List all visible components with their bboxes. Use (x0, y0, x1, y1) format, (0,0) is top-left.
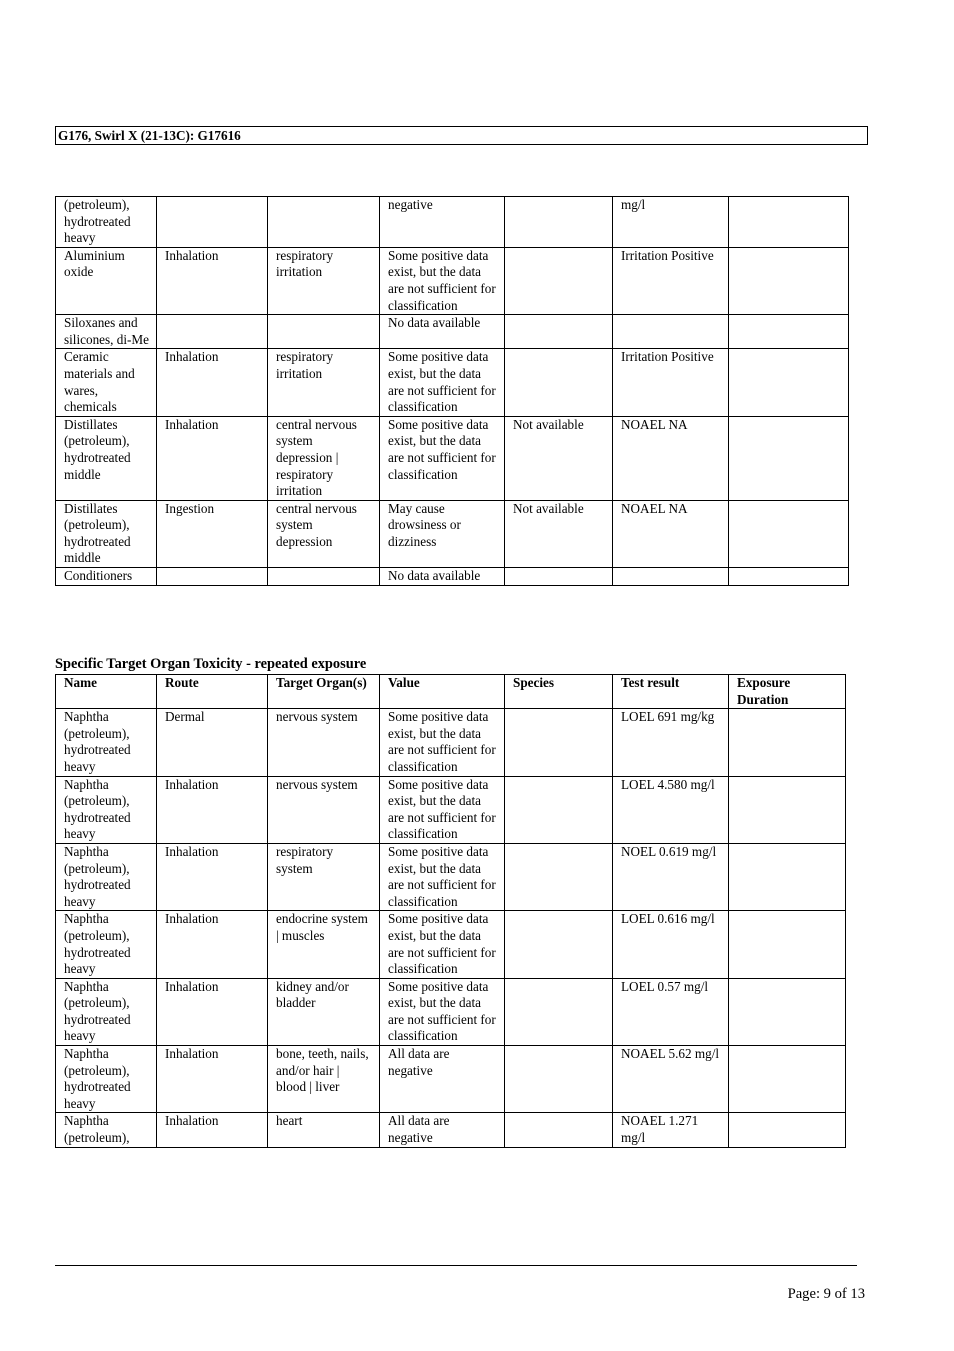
table-cell (729, 911, 846, 978)
table-cell: Ceramic materials and wares, chemicals (56, 349, 157, 416)
table-cell (505, 709, 613, 776)
table-cell: No data available (380, 568, 505, 586)
table-cell: NOAEL 1.271 mg/l (613, 1113, 729, 1147)
table2-body (56, 709, 846, 1147)
table-cell: Naphtha (petroleum), (56, 1113, 157, 1147)
table-cell: Naphtha (petroleum), hydrotreated heavy (56, 843, 157, 910)
table-cell: heart (268, 1113, 380, 1147)
table-cell (505, 843, 613, 910)
table-cell: Inhalation (157, 1113, 268, 1147)
table-cell: kidney and/or bladder (268, 978, 380, 1045)
table-cell (729, 978, 846, 1045)
table-row (56, 776, 846, 843)
table-cell (268, 568, 380, 586)
table-cell (729, 315, 849, 349)
table-cell: NOAEL 5.62 mg/l (613, 1046, 729, 1113)
table-cell (505, 776, 613, 843)
table-cell (729, 776, 846, 843)
table-cell: Ingestion (157, 500, 268, 567)
table-cell: Naphtha (petroleum), hydrotreated heavy (56, 709, 157, 776)
table-cell: Inhalation (157, 349, 268, 416)
table-cell: Some positive data exist, but the data are not sufficient for classification (380, 416, 505, 500)
toxicity-table-continued (55, 196, 849, 586)
table-row (56, 911, 846, 978)
column-header: Species (505, 675, 613, 709)
table-cell: Some positive data exist, but the data are not sufficient for classification (380, 978, 505, 1045)
table-cell: No data available (380, 315, 505, 349)
table-cell: Some positive data exist, but the data are not sufficient for classification (380, 349, 505, 416)
table-row (56, 197, 849, 248)
table-cell (613, 568, 729, 586)
table-cell (729, 500, 849, 567)
table-cell (505, 315, 613, 349)
table-cell: Naphtha (petroleum), hydrotreated heavy (56, 776, 157, 843)
table-cell (729, 843, 846, 910)
table-cell: respiratory system (268, 843, 380, 910)
table-row (56, 843, 846, 910)
table-cell (268, 315, 380, 349)
table-cell (505, 247, 613, 314)
column-header: Route (157, 675, 268, 709)
table-cell: LOEL 0.616 mg/l (613, 911, 729, 978)
table-cell: Dermal (157, 709, 268, 776)
table-cell (505, 568, 613, 586)
table-row (56, 709, 846, 776)
table-cell (729, 1113, 846, 1147)
table-cell: Not available (505, 416, 613, 500)
table-cell: Some positive data exist, but the data are not sufficient for classification (380, 776, 505, 843)
table-cell: NOAEL NA (613, 500, 729, 567)
table-row (56, 247, 849, 314)
table-cell (157, 315, 268, 349)
table-cell: Irritation Positive (613, 349, 729, 416)
table-cell (729, 247, 849, 314)
table-cell: nervous system (268, 776, 380, 843)
table-cell: Inhalation (157, 416, 268, 500)
table-cell: Siloxanes and silicones, di-Me (56, 315, 157, 349)
table-cell: LOEL 691 mg/kg (613, 709, 729, 776)
table-cell: central nervous system depression (268, 500, 380, 567)
table-cell (729, 197, 849, 248)
table-cell: Naphtha (petroleum), hydrotreated heavy (56, 978, 157, 1045)
table-cell: Some positive data exist, but the data are not sufficient for classification (380, 247, 505, 314)
table-cell: respiratory irritation (268, 349, 380, 416)
table-cell: Inhalation (157, 776, 268, 843)
table-row (56, 1046, 846, 1113)
table-cell: Conditioners (56, 568, 157, 586)
table-cell: Some positive data exist, but the data are not sufficient for classification (380, 911, 505, 978)
table-cell: endocrine system | muscles (268, 911, 380, 978)
table-cell: Distillates (petroleum), hydrotreated middle (56, 500, 157, 567)
table-cell: NOAEL NA (613, 416, 729, 500)
table-cell: Inhalation (157, 978, 268, 1045)
table-cell: Not available (505, 500, 613, 567)
table-cell (729, 349, 849, 416)
table-cell: respiratory irritation (268, 247, 380, 314)
table-cell: central nervous system depression | respiratory irritation (268, 416, 380, 500)
table-cell: negative (380, 197, 505, 248)
footer-divider (55, 1265, 857, 1266)
table-cell: mg/l (613, 197, 729, 248)
table-cell: LOEL 0.57 mg/l (613, 978, 729, 1045)
table-row (56, 315, 849, 349)
table-cell: All data are negative (380, 1113, 505, 1147)
table-cell (505, 978, 613, 1045)
document-header: G176, Swirl X (21-13C): G17616 (55, 126, 868, 145)
table-cell: nervous system (268, 709, 380, 776)
table-row (56, 349, 849, 416)
column-header: Target Organ(s) (268, 675, 380, 709)
table-cell (505, 911, 613, 978)
table-cell: (petroleum), hydrotreated heavy (56, 197, 157, 248)
table-cell (505, 1113, 613, 1147)
column-header: Value (380, 675, 505, 709)
table-cell: NOEL 0.619 mg/l (613, 843, 729, 910)
table-cell (729, 416, 849, 500)
table-cell (505, 197, 613, 248)
table-cell: Aluminium oxide (56, 247, 157, 314)
table-cell (157, 568, 268, 586)
table-cell: May cause drowsiness or dizziness (380, 500, 505, 567)
table-cell (505, 1046, 613, 1113)
table-cell: Inhalation (157, 1046, 268, 1113)
table-cell: Inhalation (157, 911, 268, 978)
table-cell: bone, teeth, nails, and/or hair | blood | liver (268, 1046, 380, 1113)
table-cell: Distillates (petroleum), hydrotreated middle (56, 416, 157, 500)
table-cell: Some positive data exist, but the data are not sufficient for classification (380, 709, 505, 776)
table-cell (729, 709, 846, 776)
table-cell: Some positive data exist, but the data are not sufficient for classification (380, 843, 505, 910)
table-cell (729, 568, 849, 586)
column-header: Test result (613, 675, 729, 709)
table-cell: Inhalation (157, 843, 268, 910)
page-number: Page: 9 of 13 (787, 1286, 865, 1302)
table-cell (505, 349, 613, 416)
table-header-row (56, 675, 846, 709)
column-header: Name (56, 675, 157, 709)
column-header: Exposure Duration (729, 675, 846, 709)
table-cell: All data are negative (380, 1046, 505, 1113)
table-cell (268, 197, 380, 248)
table-cell (729, 1046, 846, 1113)
section-title: Specific Target Organ Toxicity - repeated exposure (55, 656, 367, 672)
table-cell (157, 197, 268, 248)
table-row (56, 978, 846, 1045)
table-row (56, 416, 849, 500)
table-row (56, 500, 849, 567)
table-cell: Irritation Positive (613, 247, 729, 314)
table-cell: LOEL 4.580 mg/l (613, 776, 729, 843)
table-cell: Naphtha (petroleum), hydrotreated heavy (56, 1046, 157, 1113)
table1-body (56, 197, 849, 586)
table-cell: Inhalation (157, 247, 268, 314)
table-row (56, 568, 849, 586)
table-cell: Naphtha (petroleum), hydrotreated heavy (56, 911, 157, 978)
repeated-exposure-table (55, 674, 846, 1148)
table-cell (613, 315, 729, 349)
table-row (56, 1113, 846, 1147)
